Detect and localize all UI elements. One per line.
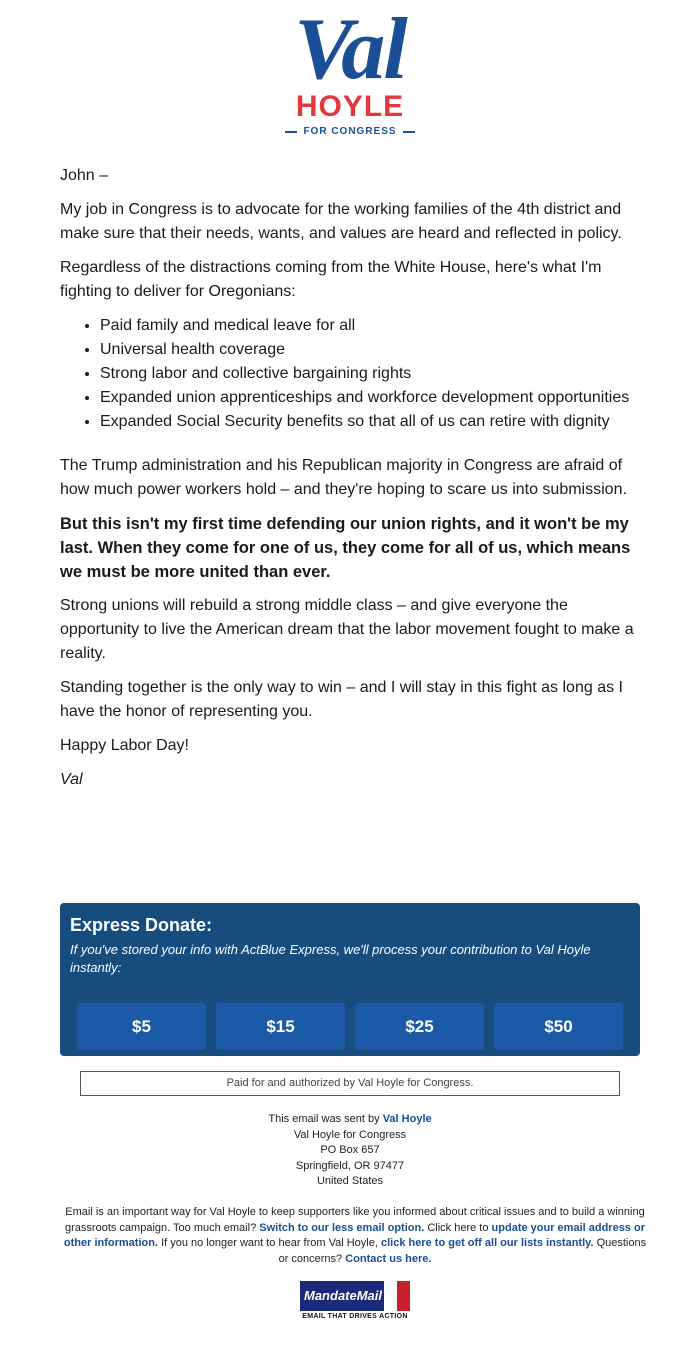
less-email-link[interactable]: Switch to our less email option. — [259, 1221, 425, 1234]
unsubscribe-link[interactable]: click here to get off all our lists instantly. — [380, 1237, 594, 1249]
list-item: • Expanded Social Security benefits so that all of us can retire with dignity — [100, 410, 645, 434]
donate-50-button[interactable]: $50 — [494, 1003, 623, 1050]
logo-subtitle — [0, 126, 700, 137]
list-item: • Strong labor and collective bargaining rights — [100, 362, 645, 386]
paragraph-2: Regardless of the distractions coming from the White House, here's what I'm fighting to deliver for Oregonians: — [60, 259, 602, 300]
email-body — [60, 164, 645, 802]
priorities-list — [60, 314, 645, 434]
express-donate-panel — [60, 903, 640, 1056]
address-line: Springfield, OR 97477 — [295, 1159, 405, 1172]
footer-legal — [60, 1205, 650, 1267]
update-info-link[interactable]: update your email address or other information. — [63, 1221, 645, 1249]
sent-by-prefix: This email was sent by — [268, 1113, 380, 1125]
legal-text-1: Email is an important way for Val Hoyle to keep supporters like you informed about critical issues and to build a winning grassroots campaign. Too much email? — [65, 1206, 645, 1234]
sent-by-link[interactable]: Val Hoyle — [382, 1113, 432, 1125]
donate-description: If you've stored your info with ActBlue Express, we'll process your contribution to Val Hoyle instantly: — [70, 942, 591, 975]
signature: Val — [60, 771, 83, 788]
mandatemail-tagline: EMAIL THAT DRIVES ACTION — [300, 1311, 410, 1323]
paragraph-6: Standing together is the only way to win – and I will stay in this fight as long as I have the honor of representing you. — [60, 679, 623, 720]
paid-for-disclaimer: Paid for and authorized by Val Hoyle for Congress. — [80, 1071, 620, 1096]
address-line: Val Hoyle for Congress — [293, 1128, 407, 1141]
legal-text-3: If you no longer want to hear from Val Hoyle, — [161, 1237, 378, 1249]
donate-5-button[interactable]: $5 — [77, 1003, 206, 1050]
paragraph-5: Strong unions will rebuild a strong middle class – and give everyone the opportunity to live the American dream that the labor movement fought to make a reality. — [60, 597, 634, 662]
logo-subtitle-text: FOR CONGRESS — [303, 126, 397, 137]
address-line: United States — [316, 1175, 384, 1187]
contact-link[interactable]: Contact us here. — [345, 1252, 432, 1265]
donate-15-button[interactable]: $15 — [216, 1003, 345, 1050]
legal-text-2: Click here to — [427, 1221, 489, 1234]
donate-amounts — [77, 1003, 623, 1050]
logo-dash-left — [285, 131, 297, 133]
logo-dash-right — [403, 131, 415, 133]
donate-25-button[interactable]: $25 — [355, 1003, 484, 1050]
address-line: PO Box 657 — [320, 1144, 380, 1156]
mandatemail-logo — [300, 1281, 410, 1311]
sent-by-line — [0, 1112, 700, 1128]
list-item: • Universal health coverage — [100, 338, 645, 362]
paragraph-4-bold: But this isn't my first time defending our union rights, and it won't be my last. When they come for one of us, they come for all of us, which means we must be more united than ever. — [60, 515, 631, 581]
mandatemail-badge[interactable] — [300, 1281, 410, 1323]
greeting: John – — [60, 167, 109, 184]
paragraph-7: Happy Labor Day! — [60, 737, 189, 754]
list-item: • Expanded union apprenticeships and workforce development opportunities — [100, 386, 645, 410]
campaign-logo — [0, 1, 700, 137]
paragraph-3: The Trump administration and his Republican majority in Congress are afraid of how much power workers hold – and they're hoping to scare us into submission. — [60, 457, 627, 498]
flag-icon — [384, 1281, 410, 1311]
logo-hoyle-text: HOYLE — [295, 90, 405, 123]
paragraph-1: My job in Congress is to advocate for the working families of the 4th district and make sure that their needs, wants, and values are heard and reflected in policy. — [60, 201, 622, 242]
list-item: • Paid family and medical leave for all — [100, 314, 645, 338]
logo-val-text: Val — [294, 1, 406, 98]
legal-text-4: Questions or concerns? — [278, 1237, 647, 1265]
footer-address — [0, 1112, 700, 1190]
donate-title: Express Donate: — [70, 915, 213, 935]
mandatemail-name: MandateMail — [304, 1288, 383, 1303]
